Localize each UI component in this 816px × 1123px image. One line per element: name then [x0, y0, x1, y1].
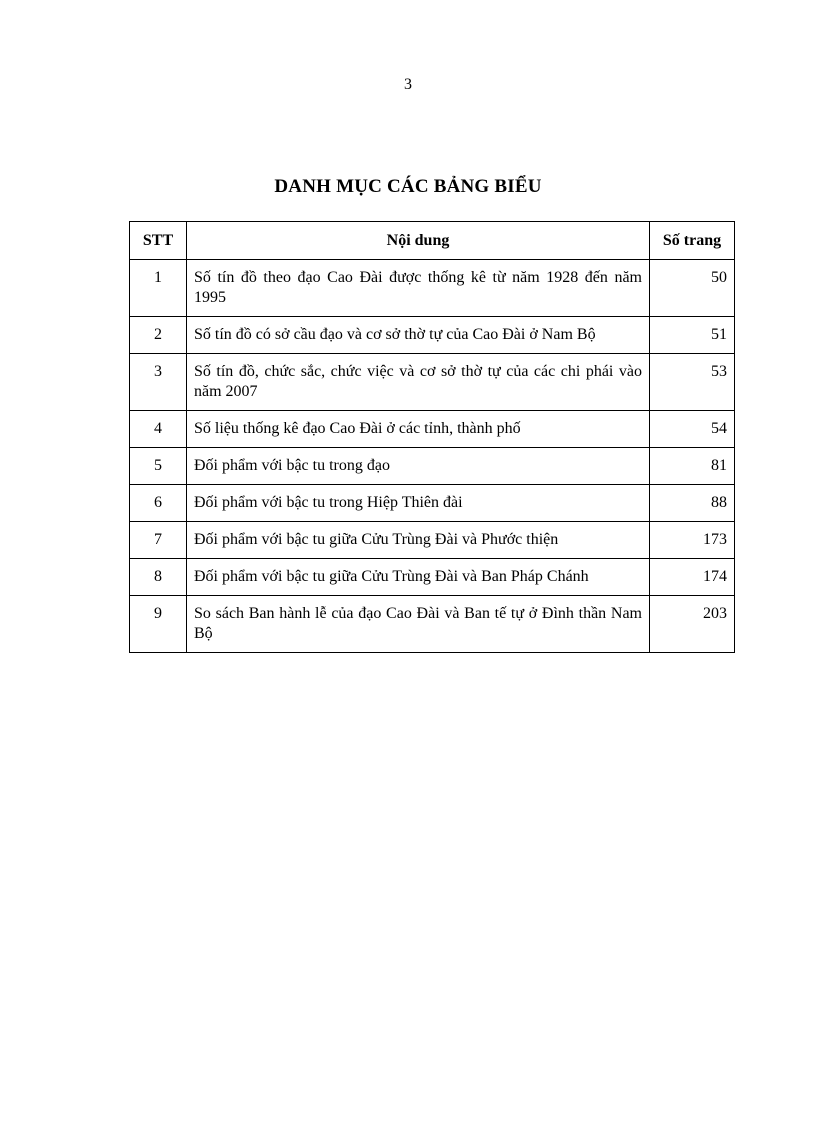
row-stt: 2 — [130, 317, 187, 354]
page-title: DANH MỤC CÁC BẢNG BIỂU — [274, 176, 542, 197]
row-page: 50 — [650, 260, 735, 317]
row-content: So sách Ban hành lễ của đạo Cao Đài và Ban tế tự ở Đình thần Nam Bộ — [187, 596, 650, 653]
table-header-row — [130, 222, 735, 260]
row-page: 54 — [650, 411, 735, 448]
row-page: 174 — [650, 559, 735, 596]
row-stt: 5 — [130, 448, 187, 485]
table-row — [130, 354, 735, 411]
row-content: Đối phẩm với bậc tu giữa Cửu Trùng Đài và Ban Pháp Chánh — [187, 559, 650, 596]
row-content: Số liệu thống kê đạo Cao Đài ở các tỉnh, thành phố — [187, 411, 650, 448]
row-stt: 3 — [130, 354, 187, 411]
row-content: Đối phẩm với bậc tu trong đạo — [187, 448, 650, 485]
row-stt: 6 — [130, 485, 187, 522]
header-page: Số trang — [650, 222, 735, 260]
row-stt: 8 — [130, 559, 187, 596]
table-row — [130, 260, 735, 317]
row-page: 53 — [650, 354, 735, 411]
row-page: 203 — [650, 596, 735, 653]
row-stt: 9 — [130, 596, 187, 653]
table-row — [130, 317, 735, 354]
table-row — [130, 411, 735, 448]
header-stt: STT — [130, 222, 187, 260]
page-number: 3 — [404, 76, 412, 93]
row-stt: 1 — [130, 260, 187, 317]
row-page: 173 — [650, 522, 735, 559]
row-page: 51 — [650, 317, 735, 354]
row-content: Đối phẩm với bậc tu giữa Cửu Trùng Đài và Phước thiện — [187, 522, 650, 559]
table-row — [130, 448, 735, 485]
tables-list — [129, 221, 735, 653]
row-page: 81 — [650, 448, 735, 485]
row-content: Số tín đồ có sở cầu đạo và cơ sở thờ tự của Cao Đài ở Nam Bộ — [187, 317, 650, 354]
table-row — [130, 485, 735, 522]
table-row — [130, 596, 735, 653]
table-row — [130, 559, 735, 596]
row-stt: 7 — [130, 522, 187, 559]
row-content: Số tín đồ, chức sắc, chức việc và cơ sở thờ tự của các chi phái vào năm 2007 — [187, 354, 650, 411]
row-content: Đối phẩm với bậc tu trong Hiệp Thiên đài — [187, 485, 650, 522]
row-page: 88 — [650, 485, 735, 522]
table-row — [130, 522, 735, 559]
header-content: Nội dung — [187, 222, 650, 260]
row-content: Số tín đồ theo đạo Cao Đài được thống kê từ năm 1928 đến năm 1995 — [187, 260, 650, 317]
row-stt: 4 — [130, 411, 187, 448]
